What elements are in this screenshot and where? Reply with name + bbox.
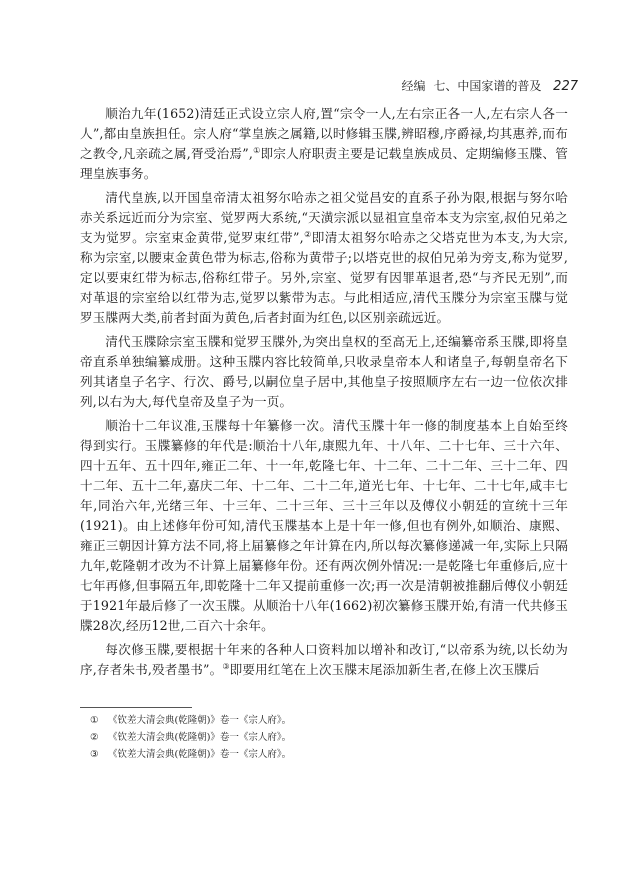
footnote-2: [90, 729, 560, 746]
footnotes: [90, 712, 560, 763]
footnote-text: 《钦差大清会典(乾隆朝)》卷一《宗人府》。: [108, 732, 292, 743]
footnote-1: [90, 712, 560, 729]
header-category: 经编: [401, 79, 426, 93]
footnote-ref: ①: [253, 145, 261, 155]
header-section-title: 七、中国家谱的普及: [433, 79, 542, 93]
paragraph-text: 顺治十二年议准,玉牒每十年纂修一次。清代玉牒十年一修的制度基本上自始至终得到实行。玉牒纂修的年代是:顺治十八年,康熙九年、十八年、二十七年、三十六年、四十五年、五十四年,雍正二年、十一年,乾隆七年、十二年、二十二年、三十二年、四十二年、五十二年,嘉庆二年、十二年、二十二年,道光七年、十七年、二十七年,咸丰七年,同治六年,光绪三年、十三年、二十三年、三十三年以及傅仪小朝廷的宣统十三年(1921)。由上述修年份可知,清代玉牒基本上是十年一修,但也有例外,如顺治、康熙、雍正三朝因计算方法不同,将上届纂修之年计算在内,所以每次纂修递减一年,实际上只隔九年,乾隆朝才改为不计算上届纂修年份。还有两次例外情况:一是乾隆七年重修后,应十七年再修,但事隔五年,即乾隆十二年又提前重修一次;再一次是清朝被推翻后傅仪小朝廷于1921年最后修了一次玉牒。从顺治十八年(1662)初次纂修玉牒开始,有清一代共修玉牒28次,经历12世,二百六十余年。: [80, 418, 568, 633]
paragraph-text: 即清太祖努尔哈赤之父塔克世为本支,为大宗,称为宗室,以腰束金黄色带为标志,俗称为黄带子;以塔克世的叔伯兄弟为旁支,称为觉罗,定以要束红带为标志,俗称红带子。另外,宗室、觉罗有因罪革退者,恐“与齐民无别”,而对革退的宗室给以红带为志,觉罗以紫带为志。与此相适应,清代玉牒分为宗室玉牒与觉罗玉牒两大类,前者封面为黄色,后者封面为红色,以区别亲疏远近。: [80, 230, 569, 325]
footnote-number: ①: [90, 715, 99, 726]
paragraph-text: 清代玉牒除宗室玉牒和觉罗玉牒外,为突出皇权的至高无上,还编纂帝系玉牒,即将皇帝直系单独编纂成册。这种玉牒内容比较简单,只收录皇帝本人和诸皇子,每朝皇帝名下列其诸皇子名字、行次、爵号,以嗣位皇子居中,其他皇子按照顺序左右一边一位依次排列,以右为大,每代皇帝及皇子为一页。: [80, 334, 568, 409]
footnote-text: 《钦差大清会典(乾隆朝)》卷一《宗人府》。: [108, 715, 292, 726]
footnote-ref: ③: [222, 661, 230, 671]
paragraph-text: 每次修玉牒,要根据十年来的各种人口资料加以增补和改订,“以帝系为统,以长幼为序,存者朱书,殁者墨书”。: [80, 642, 568, 677]
body-text: [80, 104, 568, 684]
paragraph-1: [80, 104, 568, 184]
paragraph-2: [80, 188, 568, 328]
footnote-ref: ②: [303, 229, 312, 239]
paragraph-text: 即要用红笔在上次玉牒末尾添加新生者,在修上次玉牒后: [229, 662, 540, 677]
paragraph-3: [80, 332, 568, 412]
running-header: [401, 77, 578, 94]
paragraph-5: [80, 640, 568, 680]
footnote-number: ③: [90, 749, 99, 760]
footnote-number: ②: [90, 732, 99, 743]
footnote-text: 《钦差大清会典(乾隆朝)》卷一《宗人府》。: [108, 749, 292, 760]
paragraph-text: 顺治九年(1652)清廷正式设立宗人府,置“宗令一人,左右宗正各一人,左右宗人各一人”,都由皇族担任。宗人府“掌皇族之属籍,以时修辑玉牒,辨昭穆,序爵禄,均其惠养,而布之教令,凡亲疏之属,胥受治焉”,: [80, 106, 568, 161]
footnote-divider: [80, 707, 192, 708]
paragraph-text: 即宗人府职责主要是记载皇族成员、定期编修玉牒、管理皇族事务。: [80, 146, 568, 181]
page-number: 227: [553, 79, 578, 94]
footnote-3: [90, 746, 560, 763]
paragraph-text: 清代皇族,以开国皇帝清太祖努尔哈赤之祖父觉昌安的直系子孙为限,根据与努尔哈赤关系远近而分为宗室、觉罗两大系统,“天潢宗派以显祖宣皇帝本支为宗室,叔伯兄弟之支为觉罗。宗室束金黄带,觉罗束红带”,: [80, 190, 568, 245]
paragraph-4: [80, 416, 568, 636]
